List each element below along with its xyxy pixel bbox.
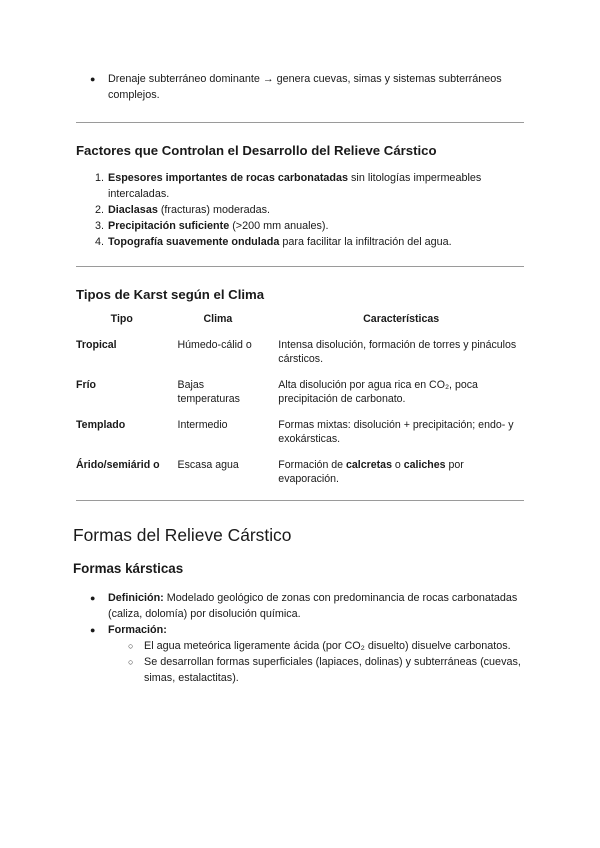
table-row: Tropical Húmedo-cálid o Intensa disolución, formación de torres y pináculos cársticos. <box>76 339 517 365</box>
table-header-row <box>76 312 524 330</box>
table-row: Frío Bajas temperaturas Alta disolución por agua rica en CO₂, poca precipitación de carbonato. <box>76 379 478 405</box>
intro-bullet <box>90 71 528 103</box>
list-item: 3. Precipitación suficiente (>200 mm anuales). <box>94 220 329 232</box>
table-row: Árido/semiárid o Escasa agua Formación de calcretas o caliches por evaporación. <box>76 459 464 485</box>
list-item: ● Definición: Modelado geológico de zonas con predominancia de rocas carbonatadas (caliza, dolomía) por disolución química. <box>90 592 518 620</box>
list-item: 4. Topografía suavemente ondulada para facilitar la infiltración del agua. <box>94 236 452 248</box>
list-item: ● Formación: <box>90 624 167 636</box>
bullet-icon: ● <box>90 625 96 635</box>
divider <box>76 500 524 501</box>
circle-bullet-icon: ○ <box>128 641 134 651</box>
bullet-icon: ● <box>90 593 96 603</box>
tipos-heading: Tipos de Karst según el Clima <box>76 287 265 302</box>
list-item: 2. Diaclasas (fracturas) moderadas. <box>94 204 271 216</box>
table-row: Templado Intermedio Formas mixtas: disolución + precipitación; endo- y exokársticas. <box>76 419 514 445</box>
column-header: Clima <box>203 313 233 325</box>
formas-list <box>90 590 528 686</box>
column-header: Tipo <box>110 313 133 325</box>
divider <box>76 266 524 267</box>
bullet-icon: ● <box>90 74 96 84</box>
list-item: 1. Espesores importantes de rocas carbonatadas sin litologías impermeables intercaladas. <box>94 172 482 200</box>
karst-table <box>76 312 524 492</box>
divider <box>76 122 524 123</box>
formas-title: Formas del Relieve Cárstico <box>73 525 292 545</box>
factores-list <box>94 170 524 250</box>
list-item: ○ Se desarrollan formas superficiales (lapiaces, dolinas) y subterráneas (cuevas, simas, estalactitas). <box>128 656 521 684</box>
sub-list <box>128 638 524 686</box>
list-item: ○ El agua meteórica ligeramente ácida (por CO₂ disuelto) disuelve carbonatos. <box>128 640 511 652</box>
factores-heading: Factores que Controlan el Desarrollo del Relieve Cárstico <box>76 143 437 158</box>
circle-bullet-icon: ○ <box>128 657 134 667</box>
formas-subtitle: Formas kársticas <box>73 561 184 576</box>
column-header: Características <box>363 313 440 325</box>
intro-bullet-text: Drenaje subterráneo dominante → genera cuevas, simas y sistemas subterráneos complejos. <box>108 73 502 101</box>
